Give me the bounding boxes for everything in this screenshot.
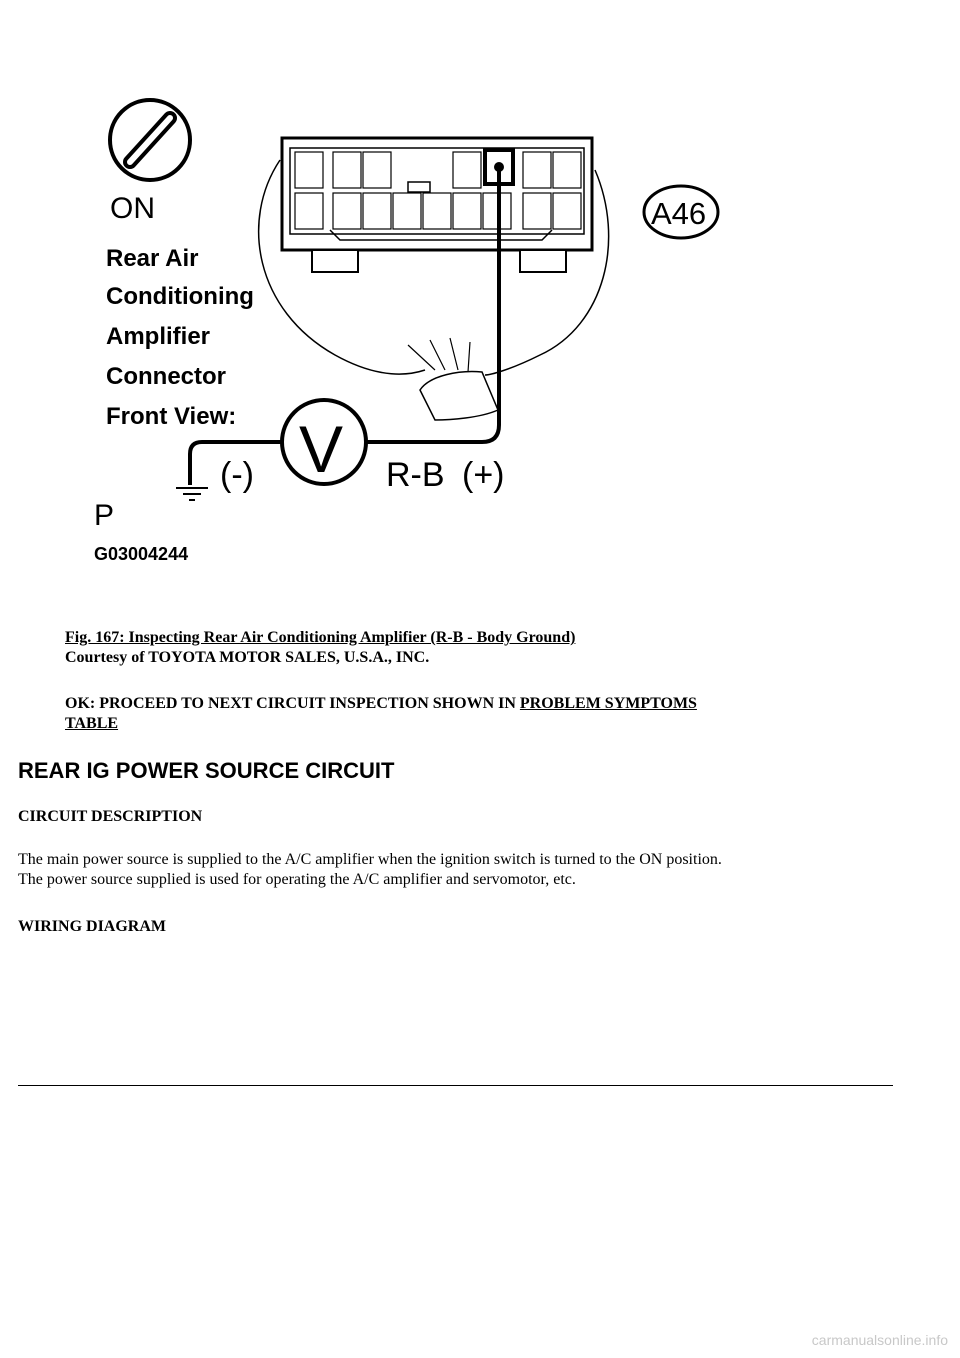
section-heading: REAR IG POWER SOURCE CIRCUIT <box>18 758 395 783</box>
p-label: P <box>94 499 115 532</box>
wire-color-label: R-B <box>386 456 445 494</box>
site-watermark: carmanualsonline.info <box>811 1332 948 1348</box>
connector-id-label: A46 <box>651 196 707 231</box>
connector-diagram <box>90 90 750 580</box>
probe-tip <box>420 372 498 420</box>
figure-code: G03004244 <box>94 544 189 564</box>
voltmeter-icon <box>282 400 366 486</box>
connector-name-line-1: Rear Air <box>106 245 199 272</box>
minus-label: (-) <box>220 456 254 494</box>
inspection-figure <box>90 90 750 580</box>
figure-caption <box>65 628 575 668</box>
figure-caption-title[interactable]: Fig. 167: Inspecting Rear Air Conditioning Amplifier (R-B - Body Ground) <box>65 629 576 646</box>
harness-wires <box>408 338 470 372</box>
page-divider <box>18 1085 893 1086</box>
figure-caption-courtesy: Courtesy of TOYOTA MOTOR SALES, U.S.A., INC. <box>65 649 430 666</box>
circuit-description-line-2: The power source supplied is used for operating the A/C amplifier and servomotor, etc. <box>18 871 576 888</box>
ok-instruction <box>65 694 865 734</box>
problem-symptoms-link[interactable]: PROBLEM SYMPTOMS <box>519 695 697 712</box>
circuit-description-text <box>18 850 918 890</box>
ok-instruction-text: OK: PROCEED TO NEXT CIRCUIT INSPECTION SHOWN IN <box>65 695 520 712</box>
wiring-diagram-heading: WIRING DIAGRAM <box>18 918 166 935</box>
ignition-switch-icon <box>110 100 190 180</box>
ground-icon <box>176 488 208 500</box>
connector-name-line-5: Front View: <box>106 403 237 430</box>
connector-name-line-2: Conditioning <box>106 283 254 310</box>
connector-name-line-3: Amplifier <box>106 323 211 350</box>
circuit-description-heading: CIRCUIT DESCRIPTION <box>18 808 203 825</box>
circuit-description-line-1: The main power source is supplied to the A/C amplifier when the ignition switch is turned to the ON position. <box>18 851 722 868</box>
plus-label: (+) <box>462 456 505 494</box>
connector-name-line-4: Connector <box>106 363 226 390</box>
problem-symptoms-link-continued[interactable]: TABLE <box>65 715 119 732</box>
voltmeter-letter: V <box>299 412 344 486</box>
connector-a46 <box>282 138 592 272</box>
switch-label: ON <box>110 192 155 225</box>
